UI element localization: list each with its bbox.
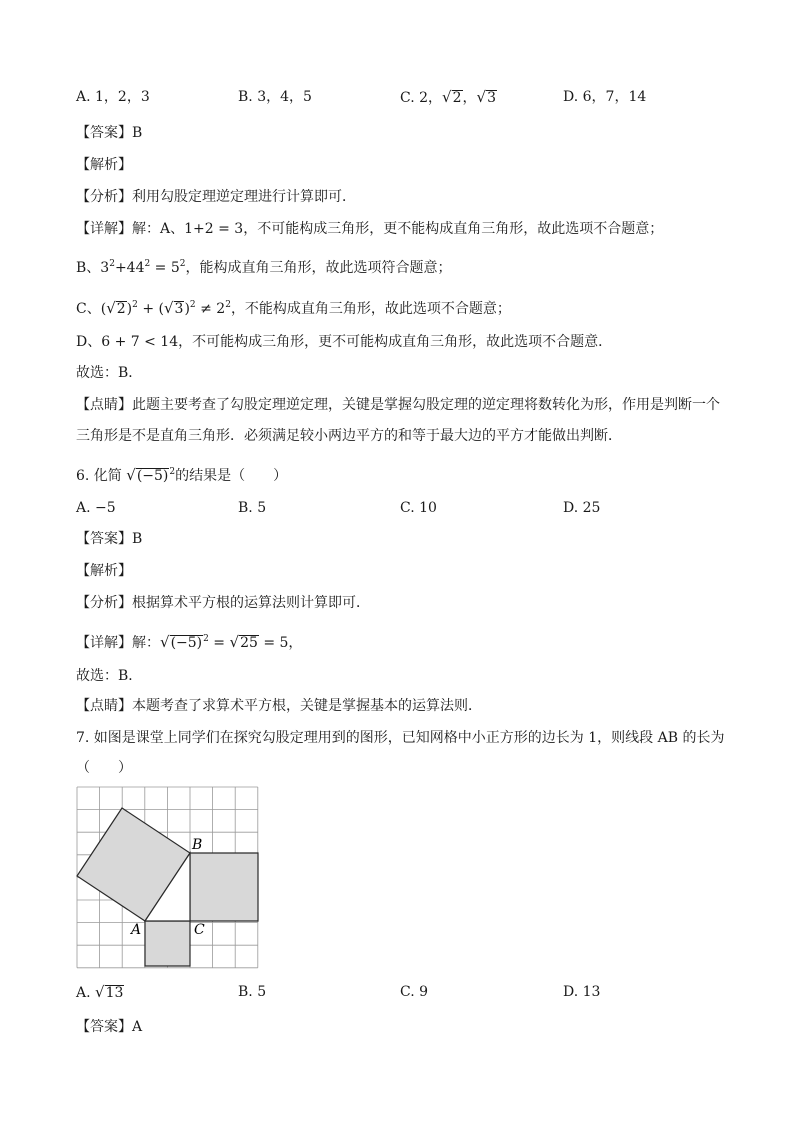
q7-answer: 【答案】A [76,1019,143,1035]
q7-stem-1: 7. 如图是课堂上同学们在探究勾股定理用到的图形，已知网格中小正方形的边长为 1，则线段 AB 的长为 [76,730,725,746]
q5-line-b: B、$3^2+44^2 = 5^2$，能构成直角三角形，故此选项符合题意； [76,259,452,276]
q5-xiangjie: 【详解】解：A、1+2 = 3，不可能构成三角形，更不能构成直角三角形，故此选项不合题意； [76,221,664,237]
q5-dianjing-2: 三角形是不是直角三角形．必须满足较小两边平方的和等于最大边的平方才能做出判断． [76,428,622,444]
square-on-bc [190,853,258,921]
q6-xiangjie: 【详解】解：$√(-5)^2 = √25 = 5$， [76,633,303,651]
q6-answer: 【答案】B [76,531,143,547]
q5-option-b: B. 3，4，5 [238,89,312,105]
q6-fenxi: 【分析】根据算术平方根的运算法则计算即可． [76,595,370,611]
q6-option-b: B. 5 [238,500,267,516]
q5-option-a: A. 1，2，3 [76,89,150,105]
q7-stem-2: （ ） [76,760,132,776]
q6-options [76,499,726,519]
q5-guxuan: 故选：B． [76,365,143,381]
q7-option-a: A. √13 [76,983,124,1001]
q6-option-c: C. 10 [400,500,437,516]
q7-option-b: B. 5 [238,984,267,1000]
q6-dianjing: 【点睛】本题考查了求算术平方根，关键是掌握基本的运算法则． [76,698,482,714]
q6-jiexi: 【解析】 [76,563,132,579]
q5-option-d: D. 6，7，14 [563,89,647,105]
label-a: A [131,922,142,938]
q7-options [76,983,726,1003]
q6-guxuan: 故选：B． [76,668,143,684]
q5-jiexi: 【解析】 [76,157,132,173]
q5-line-d: D、6 + 7 < 14，不可能构成三角形，更不可能构成直角三角形，故此选项不合题意． [76,334,613,350]
q5-fenxi: 【分析】利用勾股定理逆定理进行计算即可． [76,189,356,205]
q7-option-d: D. 13 [563,984,601,1000]
label-c: C [194,922,205,938]
q6-stem: 6. 化简 $√(-5)^2$的结果是（ ） [76,466,288,484]
q6-option-a: A. −5 [76,500,116,516]
q5-dianjing-1: 【点睛】此题主要考查了勾股定理逆定理，关键是掌握勾股定理的逆定理将数转化为形，作用是判断一个 [76,397,720,413]
square-on-ac [145,921,190,966]
q5-option-c: C. 2，√2，√3 [400,88,496,106]
q7-grid-figure [76,786,260,970]
q5-answer: 【答案】B [76,125,143,141]
q5-options [76,88,726,108]
q5-line-c: C、$(√2)^2 + (√3)^2 \ne 2^2$，不能构成直角三角形，故此选项不合题意； [76,299,511,317]
q7-option-c: C. 9 [400,984,429,1000]
label-b: B [192,837,203,853]
q6-option-d: D. 25 [563,500,601,516]
